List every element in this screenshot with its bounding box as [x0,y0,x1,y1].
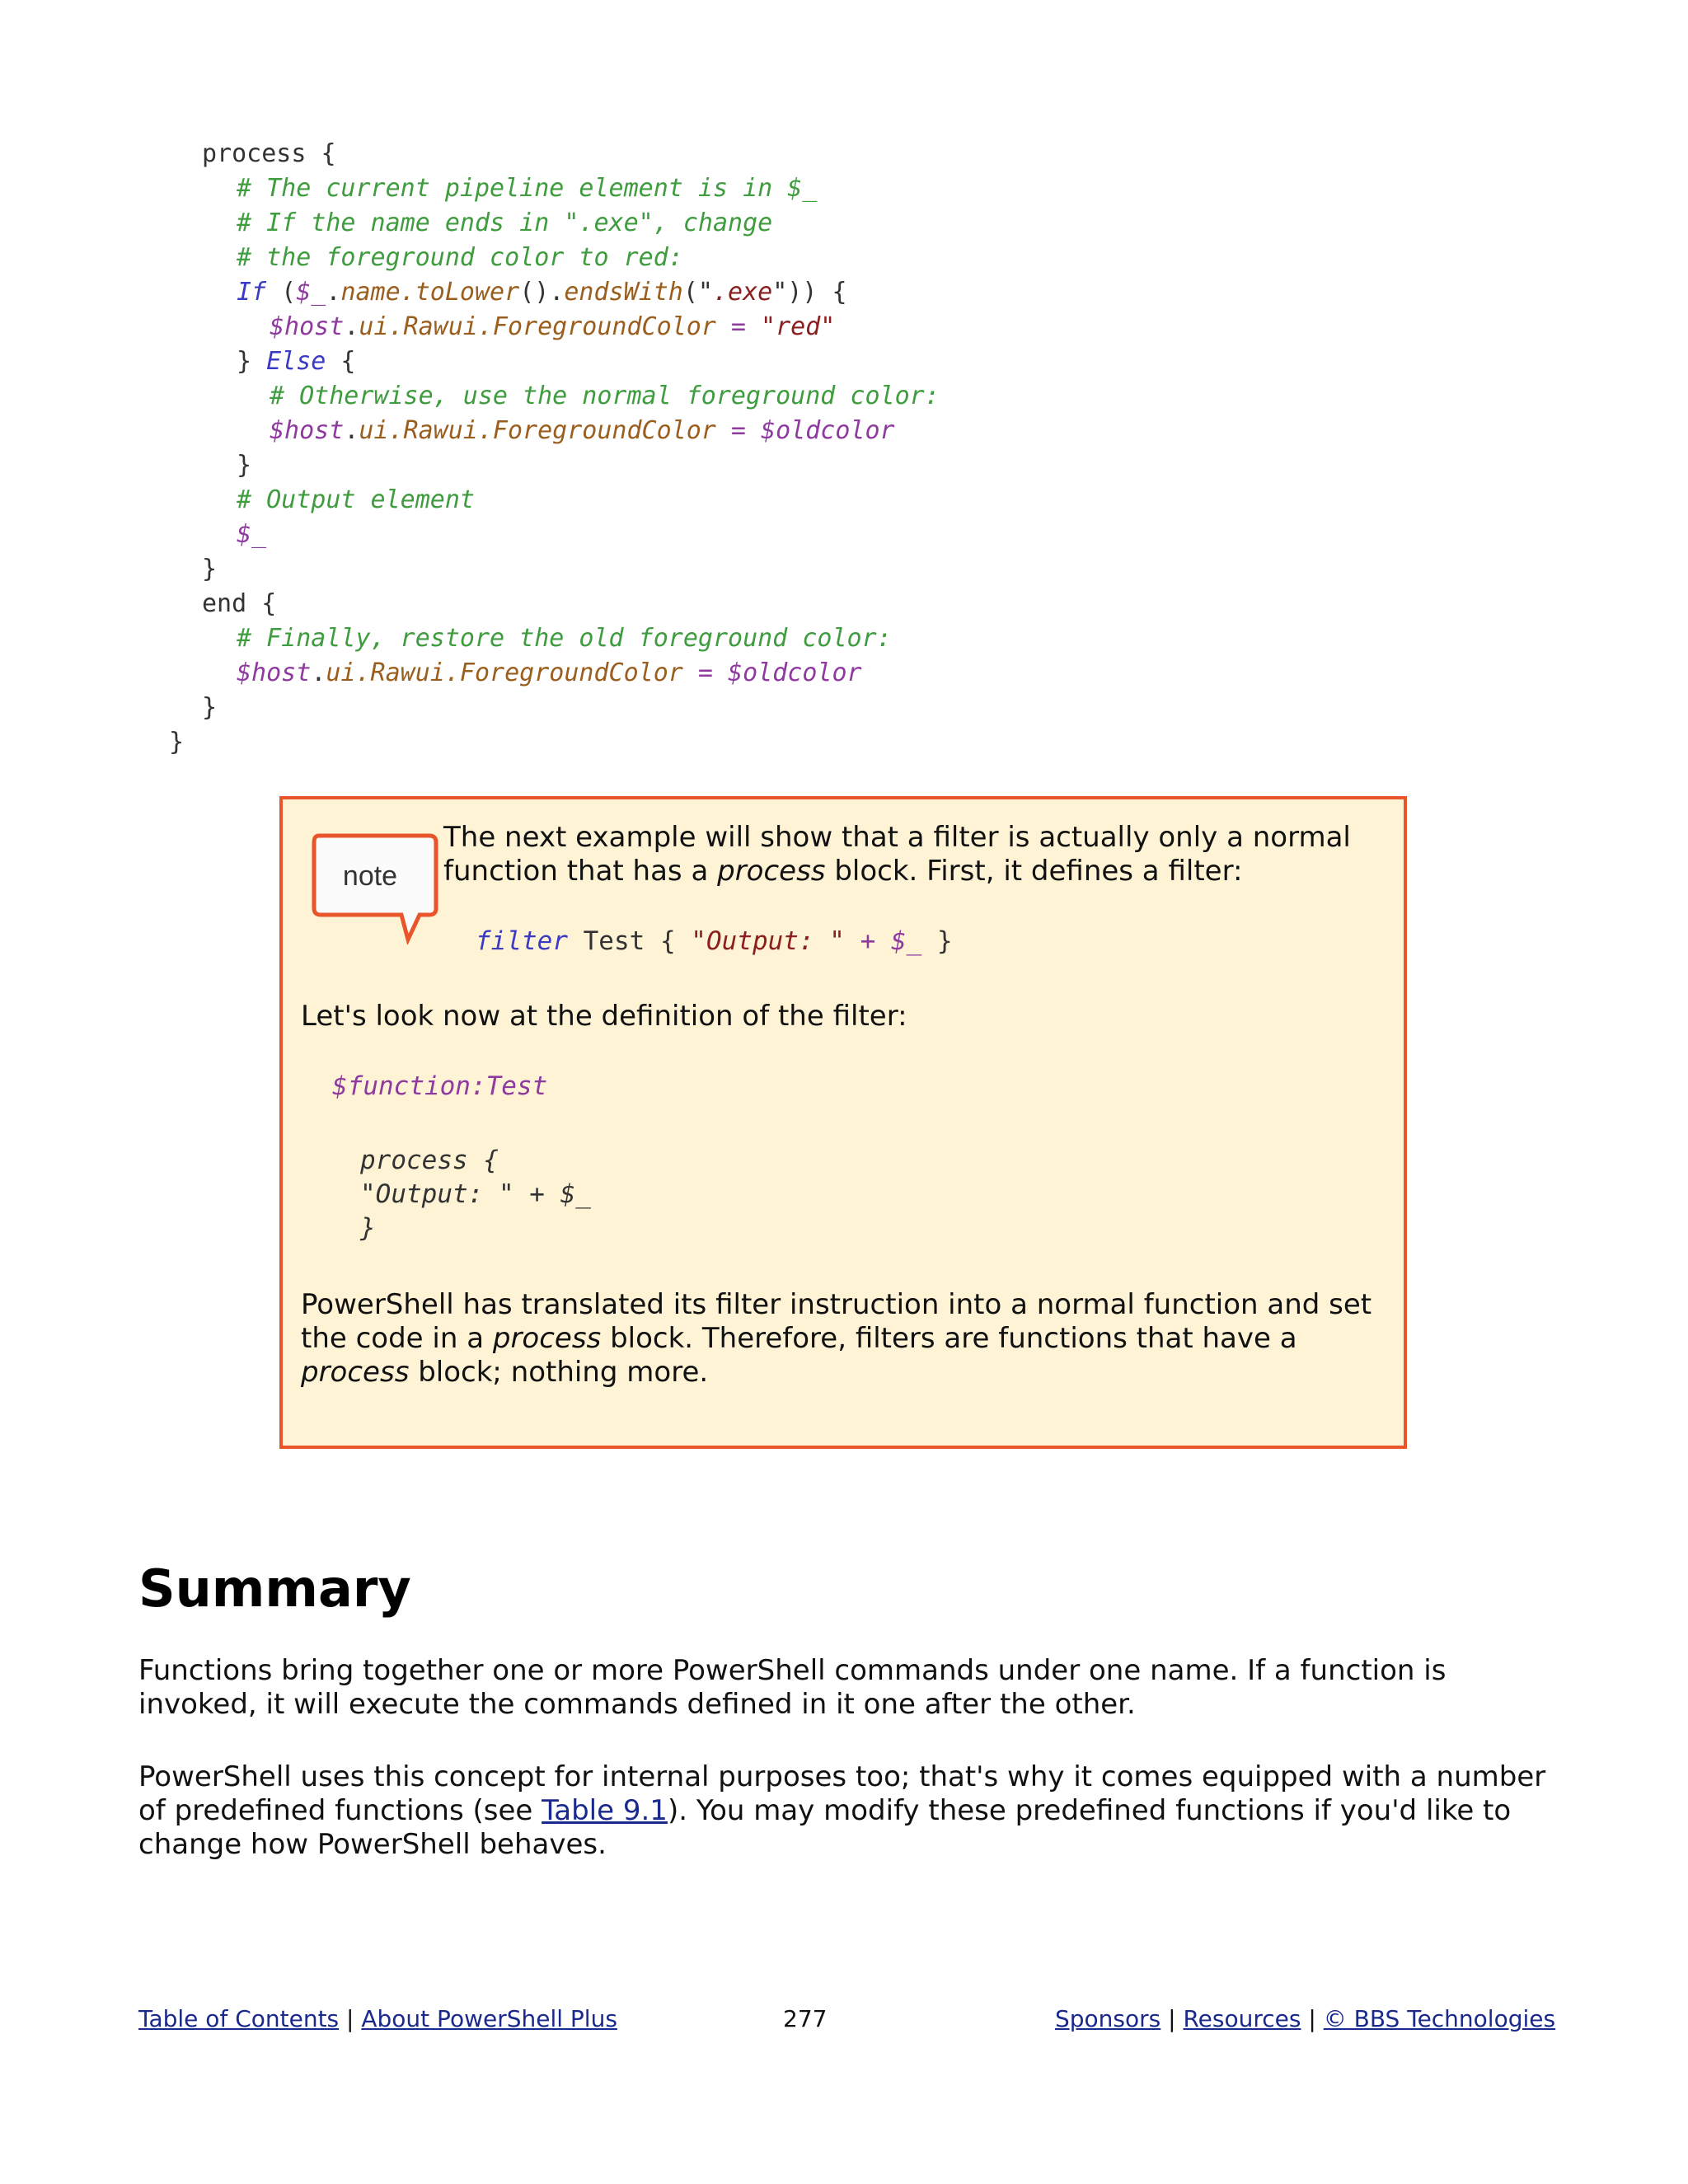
definition-line: "Output: " + $_ [360,1179,591,1209]
summary-paragraph-line: Functions bring together one or more PowerShell commands under one name. If a function is [138,1654,1447,1687]
code-comment: # The current pipeline element is in $_ [237,174,818,203]
code-line: process { [202,139,336,168]
table-of-contents-link[interactable]: Table of Contents [138,2005,340,2032]
bbs-technologies-link[interactable]: © BBS Technologies [1323,2005,1556,2032]
about-powershell-plus-link[interactable]: About PowerShell Plus [361,2005,617,2032]
footer-left: Table of Contents | About PowerShell Plus [138,2005,617,2032]
note-speech-bubble-icon [309,829,441,944]
definition-line: process { [360,1146,499,1175]
note-icon-label: note [342,860,398,892]
summary-paragraph-line: PowerShell uses this concept for internal purposes too; that's why it comes equipped with a number [138,1760,1546,1793]
note-intro-line: The next example will show that a filter is actually only a normal [443,821,1351,854]
summary-paragraph-line: invoked, it will execute the commands defined in it one after the other. [138,1688,1136,1721]
code-comment: # Finally, restore the old foreground color: [237,624,892,653]
note-conclusion-line: the code in a process block. Therefore, filters are functions that have a [301,1322,1297,1355]
note-conclusion-line: process block; nothing more. [301,1356,709,1389]
page-number: 277 [783,2005,828,2032]
filter-code: filter Test { "Output: " + $_ } [476,926,953,956]
code-line: $host.ui.Rawui.ForegroundColor = "red" [270,312,836,341]
definition-line: } [360,1213,376,1243]
note-look-text: Let's look now at the definition of the filter: [301,1000,907,1033]
code-line: $host.ui.Rawui.ForegroundColor = $oldcolor [237,658,862,687]
function-reference: $function:Test [332,1071,548,1101]
code-comment: # Otherwise, use the normal foreground color: [270,382,940,410]
code-comment: # If the name ends in ".exe", change [237,209,773,237]
code-line: $host.ui.Rawui.ForegroundColor = $oldcolor [270,416,895,445]
code-line: } [202,555,218,583]
sponsors-link[interactable]: Sponsors [1055,2005,1161,2032]
code-line: $_ [237,520,267,549]
code-line: } [202,693,218,722]
table-9-1-link[interactable]: Table 9.1 [542,1794,668,1827]
code-comment: # the foreground color to red: [237,243,683,272]
summary-paragraph-line: change how PowerShell behaves. [138,1828,607,1861]
code-comment: # Output element [237,485,475,514]
summary-heading: Summary [138,1558,411,1619]
code-line: If ($_.name.toLower().endsWith(".exe")) { [237,278,847,307]
note-intro-line: function that has a process block. First, it defines a filter: [443,855,1243,888]
code-line: } [169,728,185,757]
note-conclusion-line: PowerShell has translated its filter instruction into a normal function and set [301,1288,1372,1321]
code-line: end { [202,589,277,618]
code-line: } [237,451,252,480]
summary-paragraph-line: of predefined functions (see Table 9.1). You may modify these predefined functions if you'd like to [138,1794,1512,1827]
resources-link[interactable]: Resources [1183,2005,1301,2032]
footer-right: Sponsors | Resources | © BBS Technologies [1055,2005,1556,2032]
code-line: } Else { [237,347,356,376]
